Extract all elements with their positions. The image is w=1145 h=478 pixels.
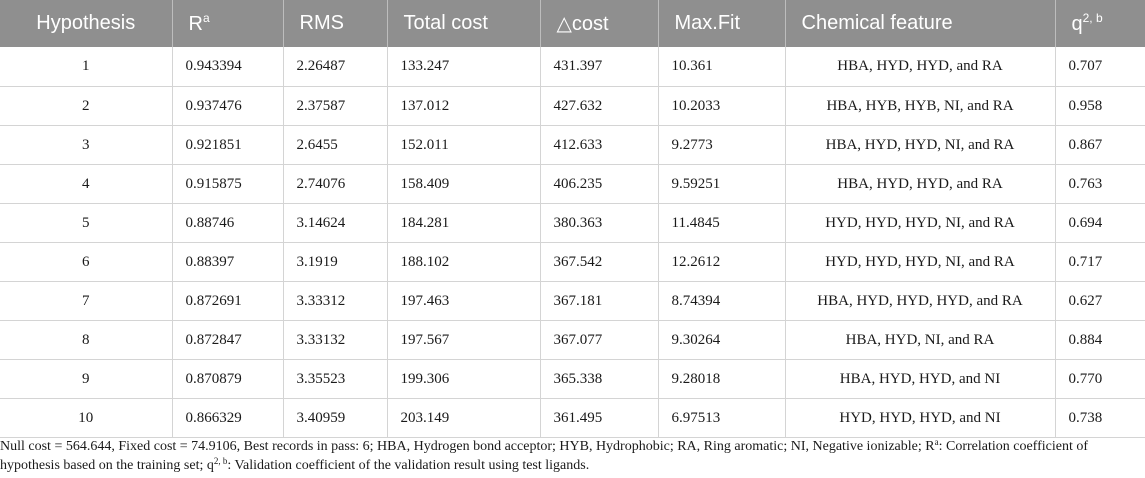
cell-q2: 0.707 [1055, 47, 1145, 87]
footnote-text-2: : Correlation coefficient of hypothesis based on the training set; q [0, 439, 1088, 473]
cell-rms: 3.40959 [283, 399, 387, 438]
cell-total-cost: 197.463 [387, 282, 540, 321]
cell-chemical-feature: HBA, HYD, HYD, HYD, and RA [785, 282, 1055, 321]
cell-hypothesis: 3 [0, 126, 172, 165]
table-row [0, 360, 1145, 399]
cell-total-cost: 184.281 [387, 204, 540, 243]
column-header-r [172, 0, 283, 47]
cell-delta-cost: 367.181 [540, 282, 658, 321]
cell-r: 0.88397 [172, 243, 283, 282]
cell-total-cost: 199.306 [387, 360, 540, 399]
cell-rms: 2.37587 [283, 87, 387, 126]
cell-chemical-feature: HBA, HYD, HYD, NI, and RA [785, 126, 1055, 165]
cell-q2: 0.867 [1055, 126, 1145, 165]
cell-chemical-feature: HBA, HYB, HYB, NI, and RA [785, 87, 1055, 126]
cell-rms: 2.6455 [283, 126, 387, 165]
table-header [0, 0, 1145, 47]
cell-hypothesis: 2 [0, 87, 172, 126]
footnote-text-3: : Validation coefficient of the validation result using test ligands. [227, 458, 590, 473]
cell-hypothesis: 5 [0, 204, 172, 243]
table-row [0, 321, 1145, 360]
cell-max-fit: 9.59251 [658, 165, 785, 204]
table-row [0, 126, 1145, 165]
cell-delta-cost: 427.632 [540, 87, 658, 126]
cell-max-fit: 9.28018 [658, 360, 785, 399]
cell-total-cost: 188.102 [387, 243, 540, 282]
column-header-label: Hypothesis [36, 12, 136, 34]
table-row [0, 165, 1145, 204]
cell-max-fit: 11.4845 [658, 204, 785, 243]
cell-rms: 3.33132 [283, 321, 387, 360]
cell-delta-cost: 412.633 [540, 126, 658, 165]
cell-hypothesis: 1 [0, 47, 172, 87]
header-row [0, 0, 1145, 47]
cell-q2: 0.884 [1055, 321, 1145, 360]
cell-hypothesis: 10 [0, 399, 172, 438]
column-header-label: Chemical feature [801, 12, 953, 34]
cell-max-fit: 9.30264 [658, 321, 785, 360]
cell-max-fit: 10.2033 [658, 87, 785, 126]
cell-delta-cost: 365.338 [540, 360, 658, 399]
cell-chemical-feature: HYD, HYD, HYD, NI, and RA [785, 204, 1055, 243]
cell-chemical-feature: HBA, HYD, NI, and RA [785, 321, 1055, 360]
column-header-delta-cost [540, 0, 658, 47]
cell-r: 0.88746 [172, 204, 283, 243]
cell-rms: 3.14624 [283, 204, 387, 243]
table-row [0, 87, 1145, 126]
column-header-label: △cost [556, 13, 609, 35]
column-header-superscript: 2, b [1082, 11, 1103, 25]
cell-r: 0.870879 [172, 360, 283, 399]
column-header-label: R [188, 13, 203, 35]
cell-delta-cost: 431.397 [540, 47, 658, 87]
cell-max-fit: 6.97513 [658, 399, 785, 438]
column-header-q2 [1055, 0, 1145, 47]
footnote-text-1: Null cost = 564.644, Fixed cost = 74.9106, Best records in pass: 6; HBA, Hydrogen bond acceptor; HYB, Hydrophobic; RA, Ring aromatic; NI, Negative ionizable; R [0, 439, 935, 454]
cell-delta-cost: 361.495 [540, 399, 658, 438]
table-footnote [0, 437, 1145, 475]
cell-max-fit: 8.74394 [658, 282, 785, 321]
footnote-sup-2b: 2, b [213, 456, 228, 466]
cell-delta-cost: 367.077 [540, 321, 658, 360]
cell-delta-cost: 380.363 [540, 204, 658, 243]
cell-total-cost: 158.409 [387, 165, 540, 204]
cell-chemical-feature: HYD, HYD, HYD, and NI [785, 399, 1055, 438]
cell-hypothesis: 7 [0, 282, 172, 321]
table-row [0, 204, 1145, 243]
column-header-hypothesis [0, 0, 172, 47]
column-header-max-fit [658, 0, 785, 47]
cell-q2: 0.958 [1055, 87, 1145, 126]
cell-r: 0.937476 [172, 87, 283, 126]
column-header-total-cost [387, 0, 540, 47]
cell-r: 0.866329 [172, 399, 283, 438]
cell-q2: 0.627 [1055, 282, 1145, 321]
table-row [0, 282, 1145, 321]
cell-delta-cost: 406.235 [540, 165, 658, 204]
cell-r: 0.921851 [172, 126, 283, 165]
column-header-label: Total cost [403, 12, 488, 34]
column-header-label: RMS [299, 12, 344, 34]
cell-max-fit: 12.2612 [658, 243, 785, 282]
cell-chemical-feature: HYD, HYD, HYD, NI, and RA [785, 243, 1055, 282]
column-header-superscript: a [202, 11, 210, 25]
column-header-chemical-feature [785, 0, 1055, 47]
cell-rms: 2.26487 [283, 47, 387, 87]
cell-total-cost: 137.012 [387, 87, 540, 126]
table-row [0, 47, 1145, 87]
cell-r: 0.915875 [172, 165, 283, 204]
cell-delta-cost: 367.542 [540, 243, 658, 282]
footnote-sup-a: a [934, 437, 939, 447]
cell-q2: 0.770 [1055, 360, 1145, 399]
column-header-label: Max.Fit [674, 12, 741, 34]
table-row [0, 399, 1145, 438]
cell-hypothesis: 8 [0, 321, 172, 360]
cell-rms: 3.1919 [283, 243, 387, 282]
cell-hypothesis: 9 [0, 360, 172, 399]
cell-total-cost: 203.149 [387, 399, 540, 438]
cell-r: 0.872691 [172, 282, 283, 321]
column-header-rms [283, 0, 387, 47]
table-body [0, 47, 1145, 438]
cell-chemical-feature: HBA, HYD, HYD, and NI [785, 360, 1055, 399]
cell-hypothesis: 6 [0, 243, 172, 282]
cell-q2: 0.717 [1055, 243, 1145, 282]
column-header-label: q [1071, 13, 1083, 35]
cell-chemical-feature: HBA, HYD, HYD, and RA [785, 47, 1055, 87]
cell-max-fit: 10.361 [658, 47, 785, 87]
cell-hypothesis: 4 [0, 165, 172, 204]
cell-q2: 0.694 [1055, 204, 1145, 243]
cell-rms: 2.74076 [283, 165, 387, 204]
cell-rms: 3.33312 [283, 282, 387, 321]
cell-r: 0.943394 [172, 47, 283, 87]
cell-max-fit: 9.2773 [658, 126, 785, 165]
cell-q2: 0.738 [1055, 399, 1145, 438]
cell-q2: 0.763 [1055, 165, 1145, 204]
table-row [0, 243, 1145, 282]
cell-total-cost: 133.247 [387, 47, 540, 87]
cell-r: 0.872847 [172, 321, 283, 360]
cell-rms: 3.35523 [283, 360, 387, 399]
cell-chemical-feature: HBA, HYD, HYD, and RA [785, 165, 1055, 204]
cell-total-cost: 197.567 [387, 321, 540, 360]
cell-total-cost: 152.011 [387, 126, 540, 165]
